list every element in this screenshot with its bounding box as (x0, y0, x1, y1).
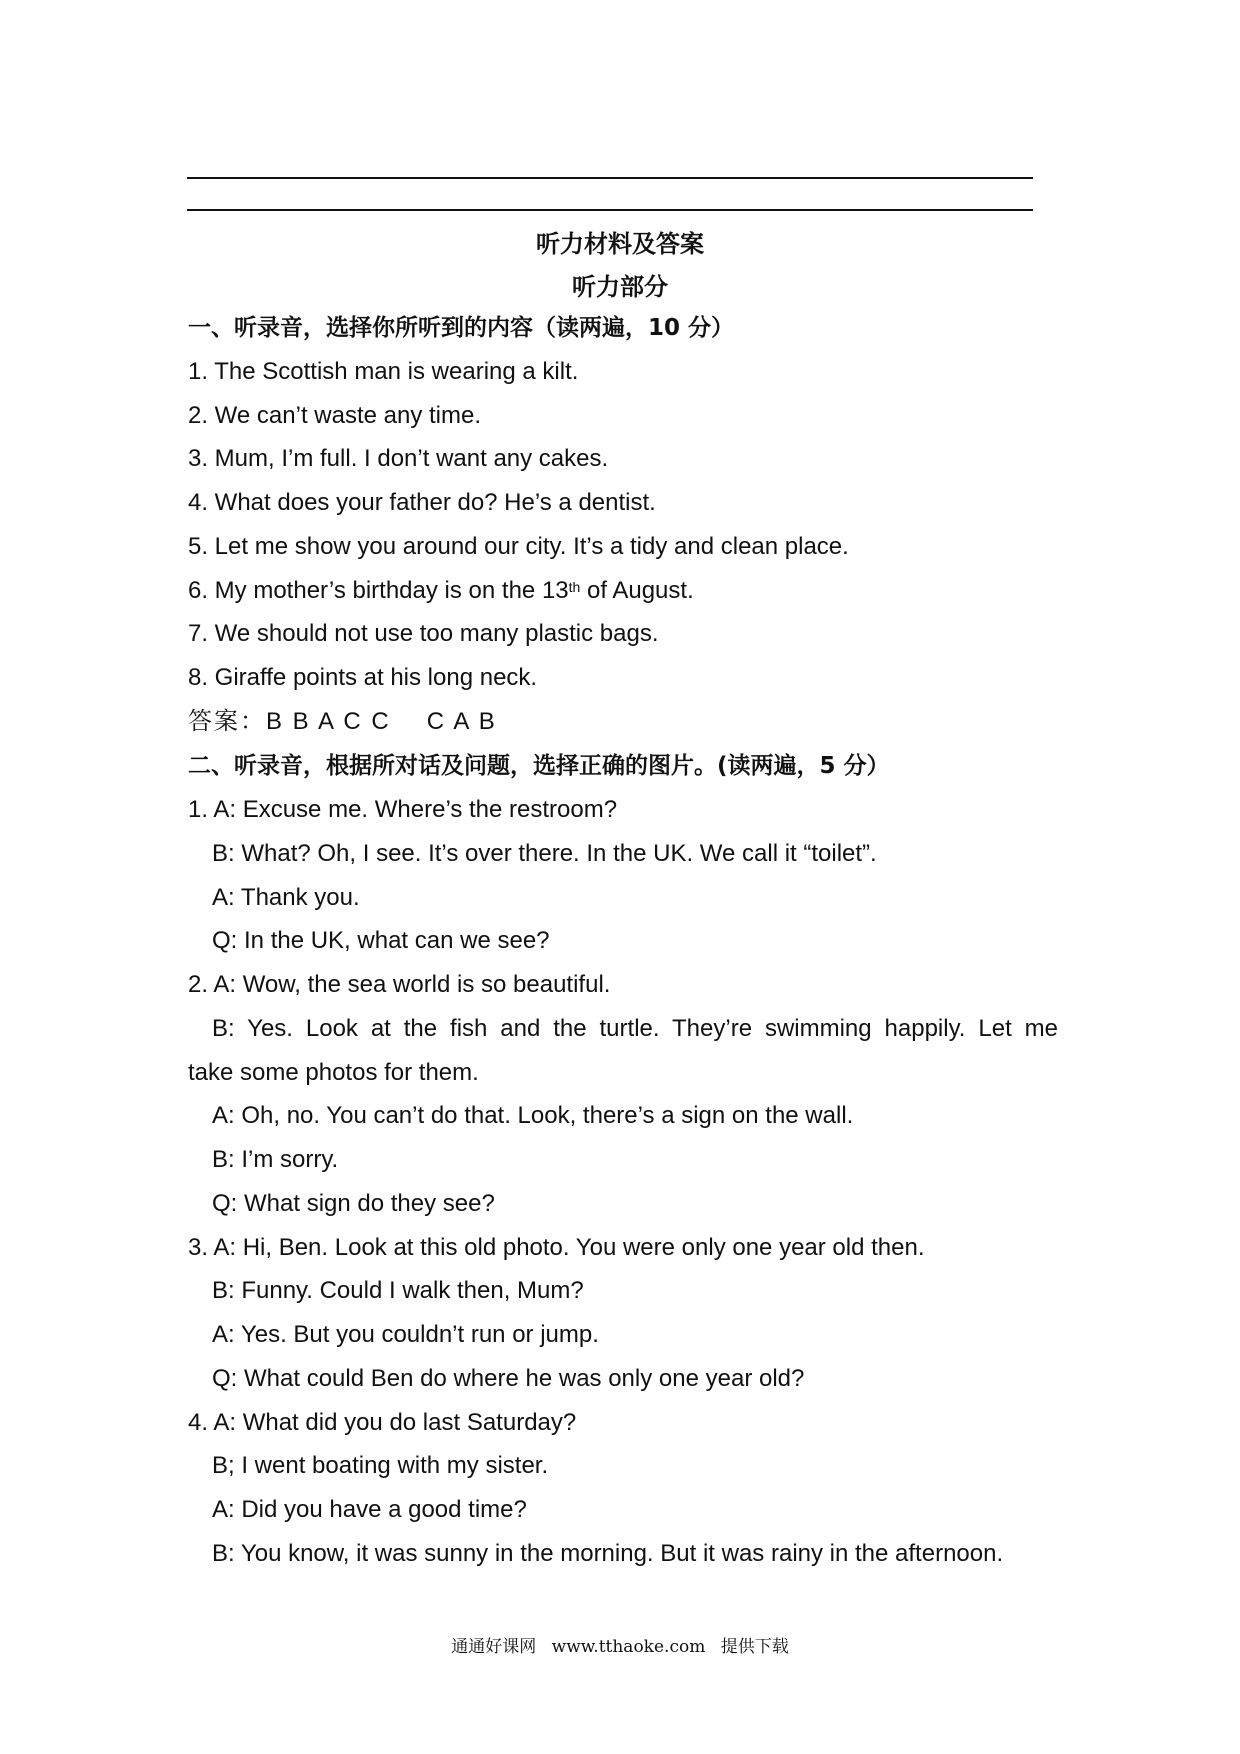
answer-part-1: B B A C C (266, 708, 391, 735)
item-text: 6. My mother’s birthday is on the 13 (188, 577, 569, 604)
page-footer (0, 1632, 1240, 1657)
section-1-item: 4. What does your father do? He’s a dentist. (188, 489, 656, 516)
dialogue-line: A: Did you have a good time? (212, 1496, 527, 1523)
page-subtitle: 听力部分 (572, 273, 668, 301)
item-text: of August. (580, 577, 694, 604)
dialogue-line: 2. A: Wow, the sea world is so beautiful. (188, 971, 611, 998)
section-2-heading: 二、听录音，根据所对话及问题，选择正确的图片。(读两遍，5 分） (188, 753, 890, 779)
dialogue-line: B; I went boating with my sister. (212, 1452, 549, 1479)
ordinal-superscript: th (568, 579, 581, 595)
dialogue-line: Q: What could Ben do where he was only one year old? (212, 1365, 805, 1392)
footer-note: 提供下载 (720, 1637, 789, 1657)
section-1-item: 7. We should not use too many plastic bags. (188, 620, 659, 647)
top-rule-1 (187, 177, 1033, 179)
footer-site-name: 通通好课网 (451, 1637, 537, 1657)
answer-part-2: C A B (426, 708, 497, 735)
page-title: 听力材料及答案 (536, 230, 704, 258)
dialogue-line: A: Yes. But you couldn’t run or jump. (212, 1321, 599, 1348)
dialogue-line: take some photos for them. (188, 1059, 479, 1086)
answer-label: 答案： (188, 708, 266, 735)
section-1-item: 1. The Scottish man is wearing a kilt. (188, 358, 579, 385)
section-1-item: 5. Let me show you around our city. It’s a tidy and clean place. (188, 533, 849, 560)
dialogue-line: B: Yes. Look at the fish and the turtle. They’re swimming happily. Let me (212, 1015, 1058, 1042)
section-1-item: 8. Giraffe points at his long neck. (188, 664, 538, 691)
dialogue-line: B: Funny. Could I walk then, Mum? (212, 1277, 584, 1304)
dialogue-line: B: I’m sorry. (212, 1146, 339, 1173)
section-1-heading: 一、听录音，选择你所听到的内容（读两遍，10 分） (188, 315, 735, 341)
footer-url: www.tthaoke.com (551, 1637, 706, 1657)
dialogue-line: B: You know, it was sunny in the morning. But it was rainy in the afternoon. (212, 1540, 1004, 1567)
section-1-item-with-superscript (188, 576, 694, 606)
section-1-item: 2. We can’t waste any time. (188, 402, 482, 429)
dialogue-line: 4. A: What did you do last Saturday? (188, 1409, 577, 1436)
dialogue-line: 3. A: Hi, Ben. Look at this old photo. You were only one year old then. (188, 1234, 925, 1261)
dialogue-line: Q: What sign do they see? (212, 1190, 495, 1217)
dialogue-line: A: Thank you. (212, 884, 360, 911)
dialogue-line: Q: In the UK, what can we see? (212, 927, 550, 954)
dialogue-line: B: What? Oh, I see. It’s over there. In the UK. We call it “toilet”. (212, 840, 877, 867)
top-rule-2 (187, 209, 1033, 211)
answer-line (188, 707, 497, 737)
dialogue-line: A: Oh, no. You can’t do that. Look, there’s a sign on the wall. (212, 1102, 854, 1129)
section-1-item: 3. Mum, I’m full. I don’t want any cakes. (188, 445, 609, 472)
dialogue-line: 1. A: Excuse me. Where’s the restroom? (188, 796, 618, 823)
